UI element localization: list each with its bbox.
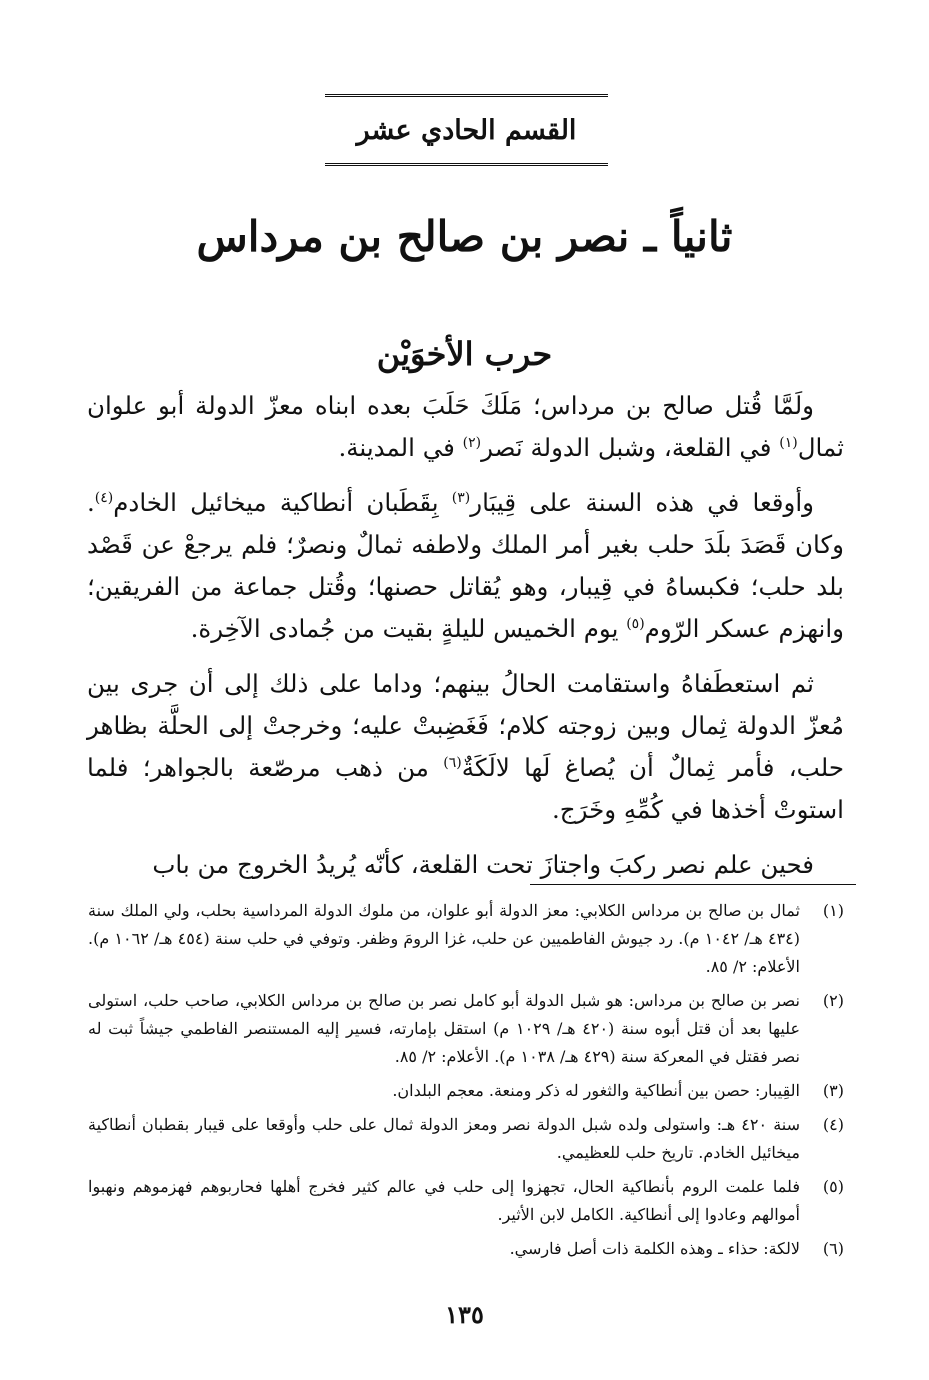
footnote-text: سنة ٤٢٠ هـ: واستولى ولده شبل الدولة نصر ومعز الدولة ثمال على حلب وأوقعا على قيبار بقطبان أنطاكية ميخائيل الخادم. تاريخ حلب للعظيمي. [88,1115,801,1162]
section-title: القسم الحادي عشر [356,114,577,146]
footnote-divider [530,884,856,885]
footnote-number: (٢) [822,991,844,1010]
footnote-4 [88,1111,844,1167]
footnote-number: (١) [822,901,844,920]
footnote-number: (٣) [822,1081,844,1100]
text-run: بِقَطَبان أنطاكية ميخائيل الخادم [113,488,452,517]
footnote-2 [88,987,844,1071]
page-number: ١٣٥ [445,1300,484,1329]
footnote-ref-6: (٦) [443,754,462,771]
text-run: فحين علم نصر ركبَ واجتازَ تحت القلعة، كأنّه يُريدُ الخروج من باب [152,850,814,879]
footnote-ref-2: (٢) [462,434,482,451]
main-text [87,385,844,899]
footnote-ref-3: (٣) [451,489,471,506]
footnote-number: (٥) [822,1177,844,1196]
paragraph-3 [87,663,844,831]
footnote-ref-1: (١) [779,434,798,451]
text-run: ولَمَّا قُتل صالح بن مرداس؛ مَلَكَ حَلَبَ بعده ابناه معزّ الدولة أبو علوان ثمال [87,391,844,462]
footnote-number: (٦) [822,1239,844,1258]
footnote-text: لالكة: حذاء ـ وهذه الكلمة ذات أصل فارسي. [509,1239,800,1258]
footnote-1 [88,897,844,981]
footnote-text: القِيبار: حصن بين أنطاكية والثغور له ذكر ومنعة. معجم البلدان. [392,1081,800,1100]
footnote-text: نصر بن صالح بن مرداس: هو شبل الدولة أبو كامل نصر بن صالح بن مرداس الكلابي، صاحب حلب، استولى عليها بعد أن قتل أبوه سنة (٤٢٠ هـ/ ١٠٢٩ م) استقل بإمارته، فسير إليه المستنصر الفاطمي جيشاً ثبت له نصر فقتل في المعركة سنة (٤٢٩ هـ/ ١٠٣٨ م). الأعلام: ٢/ ٨٥. [88,991,801,1066]
chapter-title: ثانياً ـ نصر بن صالح بن مرداس [196,212,733,261]
paragraph-1 [87,385,844,469]
text-run: يوم الخميس لليلةٍ بقيت من جُمادى الآخِرة. [190,614,627,643]
text-run: في القلعة، وشبل الدولة نَصر [481,433,780,462]
paragraph-2 [87,482,844,650]
footnote-text: ثمال بن صالح بن مرداس الكلابي: معز الدولة أبو علوان، من ملوك الدولة المرداسية بحلب، ولي الملك سنة (٤٣٤ هـ/ ١٠٤٢ م). رد جيوش الفاطميين عن حلب، غزا الرومَ وظفر. وتوفي في حلب سنة (٤٥٤ هـ/ ١٠٦٢ م). الأعلام: ٢/ ٨٥. [88,901,800,976]
text-run: . وكان قَصَدَ بلَدَ حلب بغير أمر الملك ولاطفه ثمالٌ ونصرٌ؛ فلم يرجعْ عن قَصْد بلد حلب؛ فكبساهُ في قِيبار، وهو يُقاتل حصنها؛ وقُتل جماعة من الفريقين؛ وانهزم عسكر الرّوم [87,488,844,643]
footnote-ref-4: (٤) [94,489,114,506]
text-run: في المدينة. [338,433,463,462]
footnote-3 [88,1077,844,1105]
paragraph-4 [87,844,844,886]
footnote-text: فلما علمت الروم بأنطاكية الحال، تجهزوا إلى حلب في عالم كثير فخرج أهلها فحاربوهم فهزموهم ونهبوا أموالهم وعادوا إلى أنطاكية. الكامل لابن الأثير. [88,1177,800,1224]
footnote-number: (٤) [822,1115,844,1134]
footnote-6 [88,1235,844,1263]
section-header-box [325,94,608,166]
footnotes [88,897,844,1269]
text-run: وأوقعا في هذه السنة على قِيبَار [470,488,814,517]
text-run: من ذهب مرصّعة بالجواهر؛ فلما استوتْ أخذها في كُمِّهِ وخَرَج. [87,753,844,824]
subheading: حرب الأخوَيْن [376,335,553,373]
text-run: ثم استعطَفاهُ واستقامت الحالُ بينهم؛ وداما على ذلك إلى أن جرى بين مُعزّ الدولة ثِمال وبين زوجته كلام؛ فَغَضِبتْ عليه؛ وخرجتْ إلى الحلَّة بظاهر حلب، فأمر ثِمالٌ أن يُصاغ لَها لالَكَةٌ [87,669,844,782]
footnote-ref-5: (٥) [626,615,645,632]
footnote-5 [88,1173,844,1229]
